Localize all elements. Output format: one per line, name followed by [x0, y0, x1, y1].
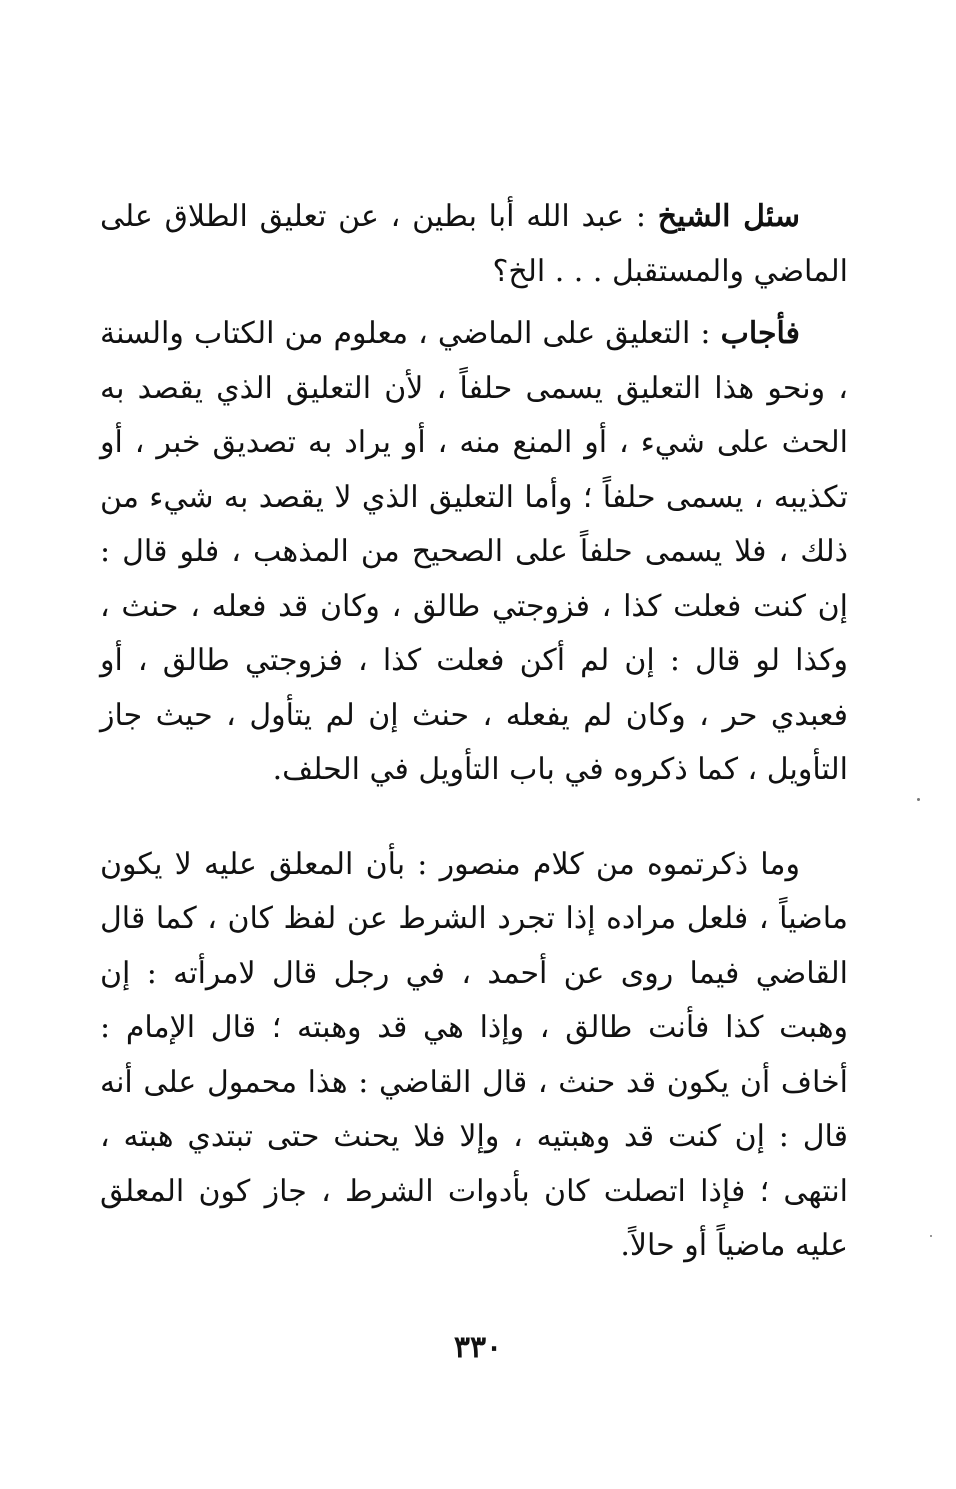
page-body — [100, 190, 848, 1274]
question-text: : عبد الله أبا بطين ، عن تعليق الطلاق على الماضي والمستقبل . . . الخ؟ — [100, 199, 848, 289]
answer-paragraph — [100, 307, 848, 798]
paragraph-gap — [100, 299, 848, 307]
question-paragraph — [100, 190, 848, 299]
section-gap — [100, 798, 848, 838]
scan-speck — [917, 798, 920, 801]
answer-lead: فأجاب — [720, 316, 800, 351]
answer-text: : التعليق على الماضي ، معلوم من الكتاب والسنة ، ونحو هذا التعليق يسمى حلفاً ، لأن التعليق الذي يقصد به الحث على شيء ، أو المنع منه ، أو يراد به تصديق خبر ، أو تكذيبه ، يسمى حلفاً ؛ وأما التعليق الذي لا يقصد به شيء من ذلك ، فلا يسمى حلفاً على الصحيح من المذهب ، فلو قال : إن كنت فعلت كذا ، فزوجتي طالق ، وكان قد فعله ، حنث ، وكذا لو قال : إن لم أكن فعلت كذا ، فزوجتي طالق ، أو فعبدي حر ، وكان لم يفعله ، حنث إن لم يتأول ، حيث جاز التأويل ، كما ذكروه في باب التأويل في الحلف. — [100, 316, 848, 787]
continuation-text: وما ذكرتموه من كلام منصور : بأن المعلق عليه لا يكون ماضياً ، فلعل مراده إذا تجرد الشرط عن لفظ كان ، كما قال القاضي فيما روى عن أحمد ، في رجل قال لامرأته : إن وهبت كذا فأنت طالق ، وإذا هي قد وهبته ؛ قال الإمام : أخاف أن يكون قد حنث ، قال القاضي : هذا محمول على أنه قال : إن كنت قد وهبتيه ، وإلا فلا يحنث حتى تبتدي هبته ، انتهى ؛ فإذا اتصلت كان بأدوات الشرط ، جاز كون المعلق عليه ماضياً أو حالاً. — [100, 846, 848, 1263]
continuation-paragraph — [100, 838, 848, 1274]
scan-speck — [930, 1235, 932, 1237]
question-lead: سئل الشيخ — [657, 199, 800, 234]
page-number: ٣٣٠ — [453, 1330, 503, 1365]
